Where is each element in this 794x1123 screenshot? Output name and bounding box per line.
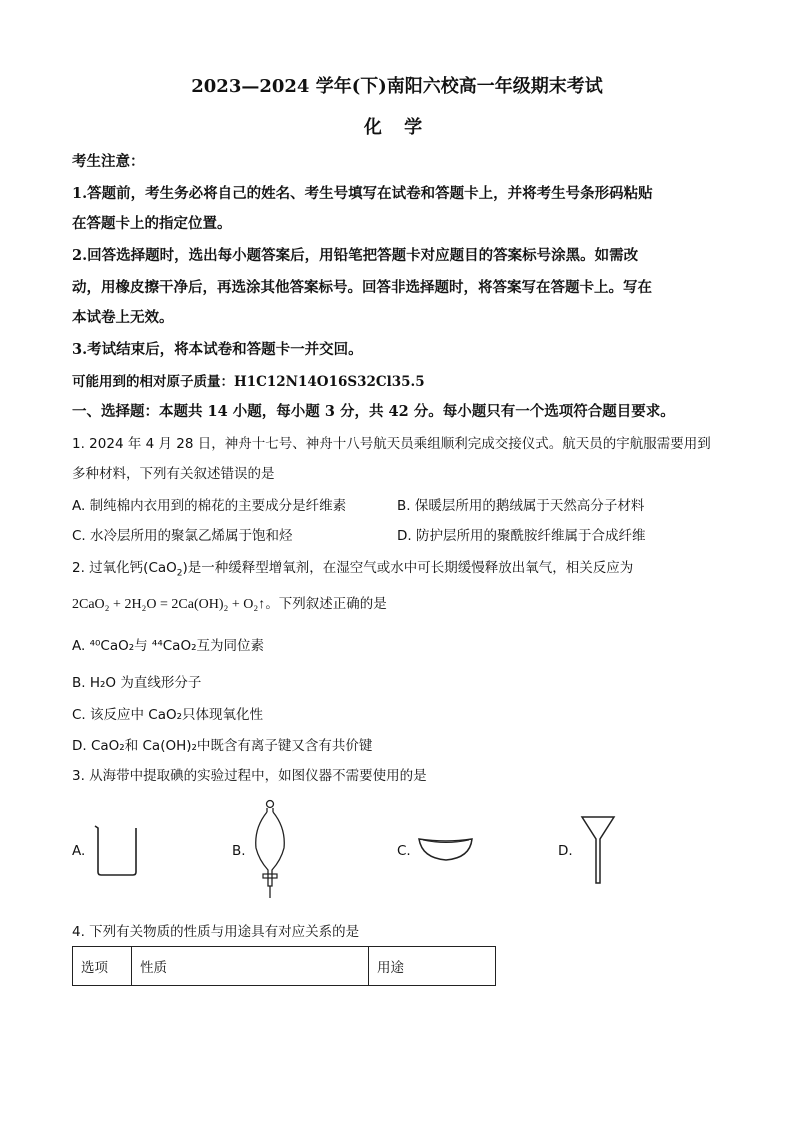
- q2-equation-line: [72, 592, 387, 613]
- q1-option-a: A. 制纯棉内衣用到的棉花的主要成分是纤维素: [72, 498, 347, 514]
- table-header-option: 选项: [73, 947, 132, 986]
- notice-item-2-line-3: 本试卷上无效。: [72, 309, 174, 326]
- q2-option-c: C. 该反应中 CaO₂只体现氧化性: [72, 707, 264, 723]
- exam-title: 2023—2024 学年(下)南阳六校高一年级期末考试: [191, 76, 603, 97]
- q1-stem-line-1: 1. 2024 年 4 月 28 日，神舟十七号、神舟十八号航天员乘组顺利完成交接仪式。航天员的宇航服需要用到: [72, 436, 711, 452]
- q1-stem-line-2: 多种材料，下列有关叙述错误的是: [72, 466, 275, 482]
- subject-title: 化 学: [363, 117, 431, 138]
- atomic-mass-line: 可能用到的相对原子质量：H1C12N14O16S32Cl35.5: [72, 374, 425, 390]
- q4-stem: 4. 下列有关物质的性质与用途具有对应关系的是: [72, 924, 360, 940]
- notice-heading: 考生注意：: [72, 153, 145, 170]
- q2-equation: 2CaO₂ + 2H₂O = 2Ca(OH)₂ + O₂↑: [72, 597, 266, 612]
- q2-stem-pre: 2. 过氧化钙(CaO: [72, 560, 177, 576]
- table-header-row: [73, 947, 496, 986]
- q2-stem-sub: 2: [176, 568, 183, 579]
- q1-option-d: D. 防护层所用的聚酰胺纤维属于合成纤维: [397, 528, 646, 544]
- q2-option-b: B. H₂O 为直线形分子: [72, 675, 202, 691]
- q2-option-a: A. ⁴⁰CaO₂与 ⁴⁴CaO₂互为同位素: [72, 638, 264, 654]
- notice-item-1-line-2: 在答题卡上的指定位置。: [72, 215, 232, 232]
- notice-item-1-line-1: 1.答题前，考生务必将自己的姓名、考生号填写在试卷和答题卡上，并将考生号条形码粘贴: [72, 185, 653, 202]
- separatory-funnel-icon: [250, 798, 290, 902]
- table-header-property: 性质: [132, 947, 369, 986]
- table-header-usage: 用途: [369, 947, 496, 986]
- q3-option-c-label: C.: [397, 843, 411, 859]
- notice-item-2-line-1: 2.回答选择题时，选出每小题答案后，用铅笔把答题卡对应题目的答案标号涂黑。如需改: [72, 247, 639, 264]
- beaker-icon: [92, 822, 142, 878]
- q2-stem-post: )是一种缓释型增氧剂，在湿空气或水中可长期缓慢释放出氧气，相关反应为: [182, 560, 634, 576]
- evaporating-dish-icon: [418, 836, 474, 866]
- funnel-icon: [580, 815, 616, 887]
- q3-option-d-label: D.: [558, 843, 573, 859]
- q4-table: [72, 946, 496, 986]
- section-1-heading: 一、选择题：本题共 14 小题，每小题 3 分，共 42 分。每小题只有一个选项符合题目要求。: [72, 403, 675, 420]
- q3-option-a-label: A.: [72, 843, 86, 859]
- q3-option-b-label: B.: [232, 843, 246, 859]
- notice-item-2-line-2: 动，用橡皮擦干净后，再选涂其他答案标号。回答非选择题时，将答案写在答题卡上。写在: [72, 279, 652, 296]
- q2-option-d: D. CaO₂和 Ca(OH)₂中既含有离子键又含有共价键: [72, 738, 373, 754]
- q1-option-c: C. 水冷层所用的聚氯乙烯属于饱和烃: [72, 528, 293, 544]
- notice-item-3: 3.考试结束后，将本试卷和答题卡一并交回。: [72, 341, 363, 358]
- q3-stem: 3. 从海带中提取碘的实验过程中，如图仪器不需要使用的是: [72, 768, 427, 784]
- q2-stem-line-1: [72, 556, 633, 579]
- q2-equation-tail: 。下列叙述正确的是: [265, 596, 387, 612]
- q1-option-b: B. 保暖层所用的鹅绒属于天然高分子材料: [397, 498, 645, 514]
